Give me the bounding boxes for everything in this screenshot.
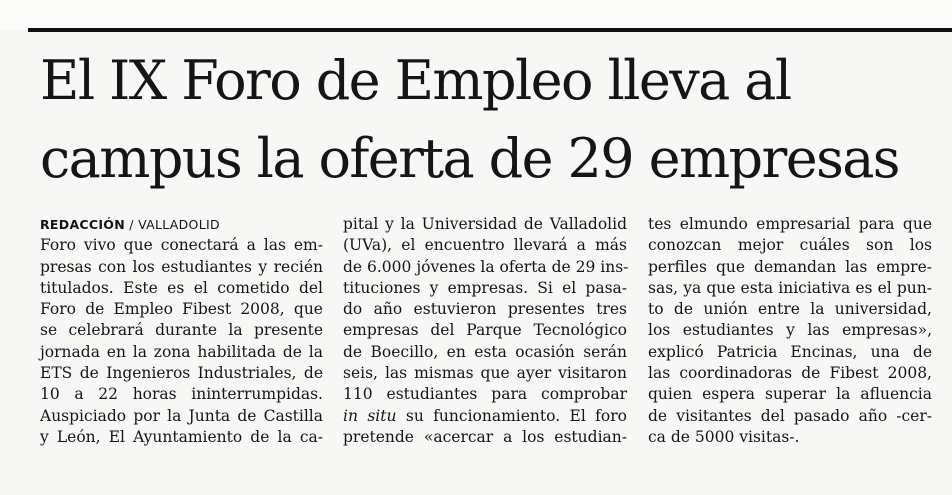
byline-section: REDACCIÓN: [40, 217, 125, 232]
text-fragment: su funcionamiento. El foro: [396, 406, 627, 425]
headline-line-1: El IX Foro de Empleo lleva al: [40, 49, 791, 112]
column-3-text: [648, 214, 932, 448]
text-line: explicó Patricia Encinas, una de: [648, 342, 932, 361]
text-line: presas con los estudiantes y recién: [40, 257, 323, 276]
text-line: to de unión entre la universidad,: [648, 300, 932, 319]
text-line: Foro de Empleo Fibest 2008, que: [40, 300, 323, 319]
text-line: pretende «acercar a los estudian-: [343, 427, 627, 446]
text-line: Foro vivo que conectará a las em-: [40, 236, 323, 255]
text-line: conozcan mejor cuáles son los: [648, 236, 932, 255]
text-line: se celebrará durante la presente: [40, 321, 323, 340]
headline-line-2: campus la oferta de 29 empresas: [40, 127, 899, 190]
text-line: jornada en la zona habilitada de la: [40, 342, 323, 361]
text-line: los estudiantes y las empresas»,: [648, 321, 932, 340]
text-line: empresas del Parque Tecnológico: [343, 321, 627, 340]
text-line: ETS de Ingenieros Industriales, de: [40, 364, 323, 383]
article-headline: [40, 42, 940, 198]
text-line: perfiles que demandan las empre-: [648, 257, 932, 276]
text-line: sas, ya que esta iniciativa es el pun-: [648, 278, 932, 297]
text-line-with-italic: [343, 406, 627, 427]
text-line: las coordinadoras de Fibest 2008,: [648, 364, 932, 383]
text-line: 110 estudiantes para comprobar: [343, 385, 627, 404]
text-line: Auspiciado por la Junta de Castilla: [40, 406, 323, 425]
text-line: pital y la Universidad de Valladolid: [343, 215, 627, 233]
page-top-margin: [0, 0, 952, 30]
byline: [40, 214, 323, 235]
text-line: 10 a 22 horas ininterrumpidas.: [40, 385, 323, 404]
text-line: ca de 5000 visitas-.: [648, 427, 800, 446]
article-column-1: [40, 214, 323, 448]
article-column-3: [648, 214, 932, 448]
header-rule: [28, 28, 952, 32]
text-line: quien espera superar la afluencia: [648, 385, 932, 404]
byline-city: VALLADOLID: [138, 217, 220, 232]
text-line: de Boecillo, en esta ocasión serán: [343, 342, 627, 361]
text-line: do año estuvieron presentes tres: [343, 300, 627, 319]
text-line: seis, las mismas que ayer visitaron: [343, 364, 627, 383]
text-line: tes elmundo empresarial para que: [648, 215, 932, 233]
italic-phrase: in situ: [343, 406, 397, 425]
text-line: titulados. Este es el cometido del: [40, 278, 323, 297]
byline-separator: /: [125, 217, 139, 232]
text-line: tituciones y empresas. Si el pasa-: [343, 278, 627, 297]
column-2-text: [343, 214, 627, 448]
text-line: de visitantes del pasado año -cer-: [648, 406, 932, 425]
text-line: de 6.000 jóvenes la oferta de 29 ins-: [343, 257, 629, 276]
article-column-2: [343, 214, 627, 448]
text-line: (UVa), el encuentro llevará a más: [343, 236, 627, 255]
text-line: y León, El Ayuntamiento de la ca-: [40, 427, 323, 446]
column-1-text: [40, 235, 323, 448]
